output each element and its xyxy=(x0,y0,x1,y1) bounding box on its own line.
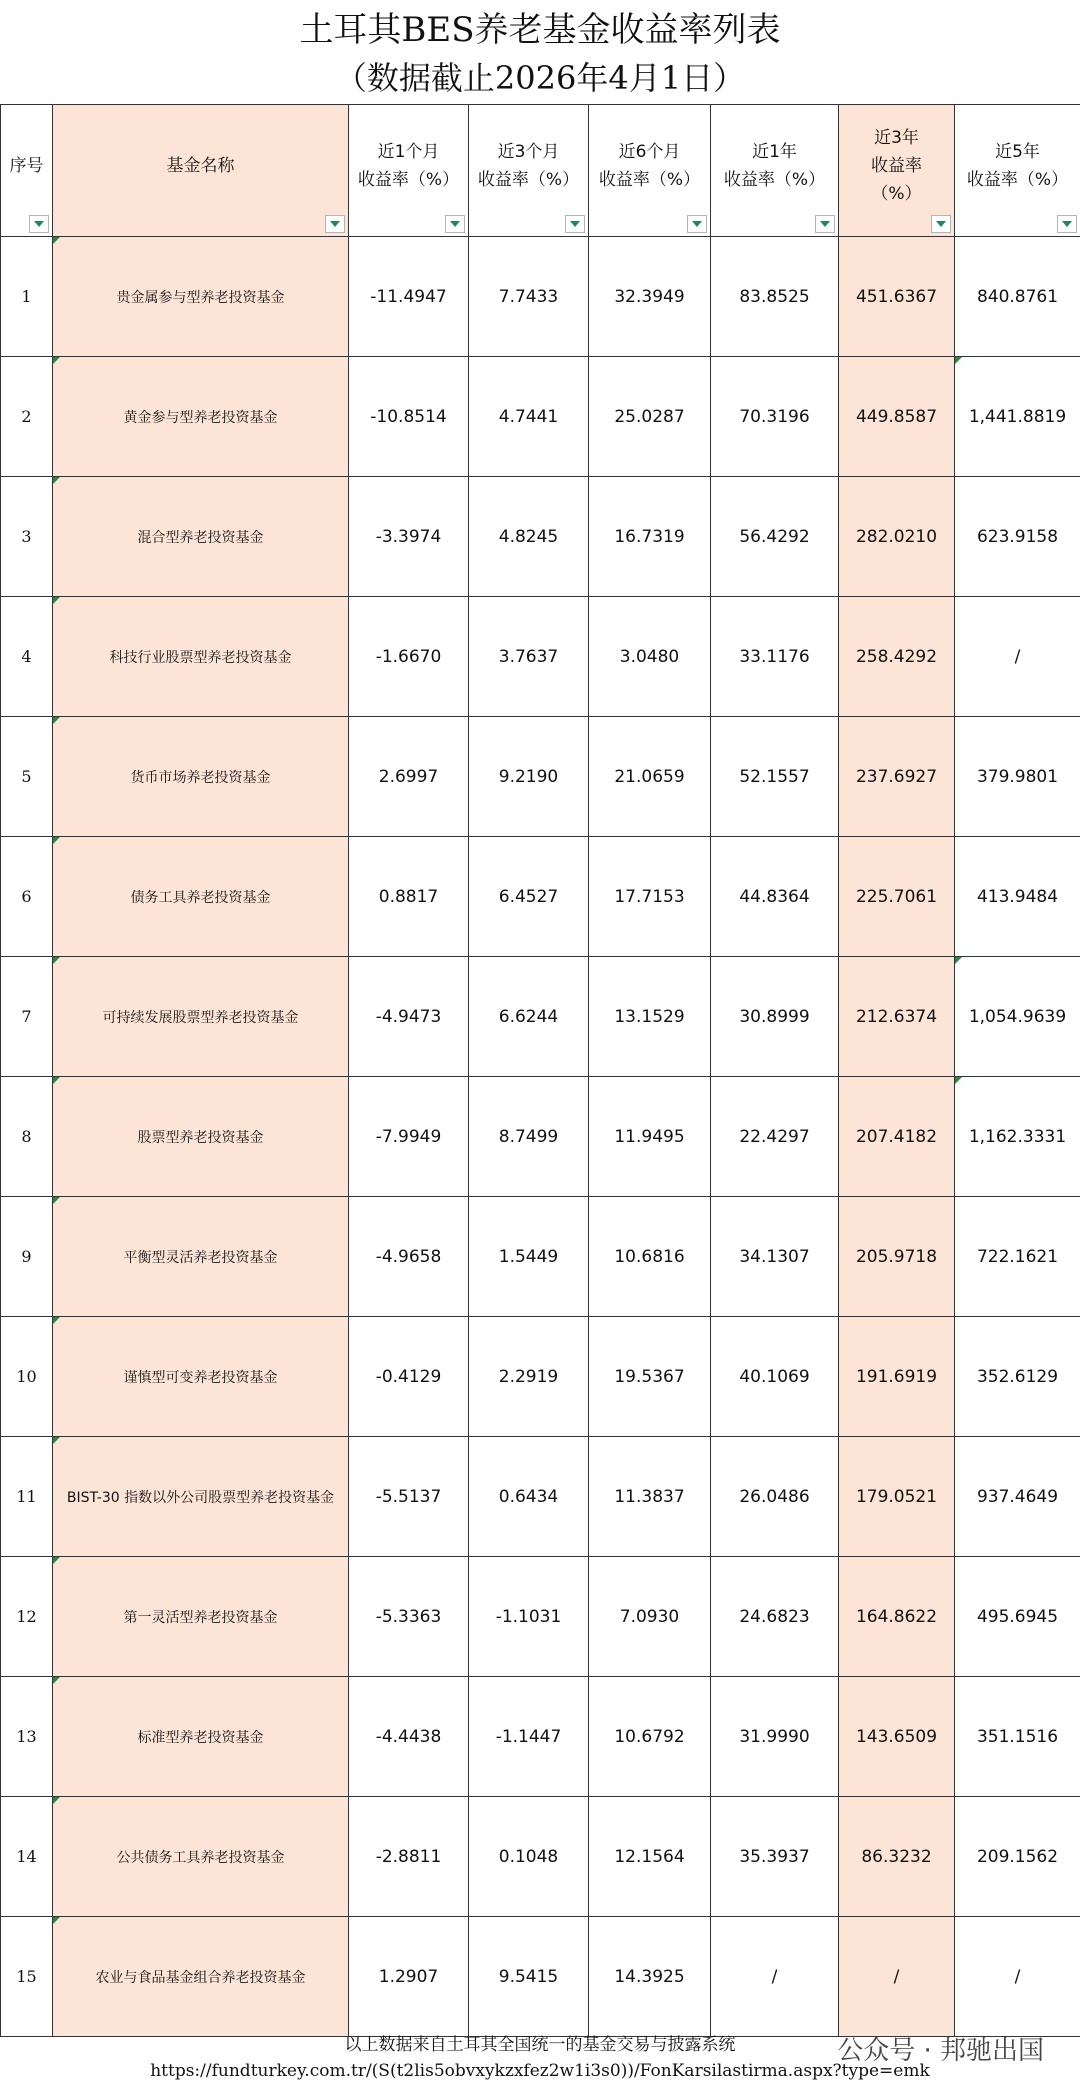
table-row xyxy=(1,1557,1080,1677)
cell-return-6m: 14.3925 xyxy=(589,1917,711,2037)
cell-return-1m: -2.8811 xyxy=(349,1797,469,1917)
cell-return-1m: -4.4438 xyxy=(349,1677,469,1797)
cell-return-1m: 2.6997 xyxy=(349,717,469,837)
cell-return-1y: 44.8364 xyxy=(711,837,839,957)
cell-seq: 10 xyxy=(1,1317,53,1437)
cell-comment-marker-icon xyxy=(53,477,60,484)
filter-dropdown-icon[interactable] xyxy=(815,215,835,233)
cell-seq: 14 xyxy=(1,1797,53,1917)
table-row xyxy=(1,1077,1080,1197)
table-row xyxy=(1,597,1080,717)
cell-return-6m: 12.1564 xyxy=(589,1797,711,1917)
cell-return-1y: / xyxy=(711,1917,839,2037)
filter-dropdown-icon[interactable] xyxy=(29,215,49,233)
cell-return-1m: 1.2907 xyxy=(349,1917,469,2037)
cell-seq: 6 xyxy=(1,837,53,957)
cell-return-6m: 17.7153 xyxy=(589,837,711,957)
cell-return-5y: / xyxy=(955,1917,1080,2037)
filter-dropdown-icon[interactable] xyxy=(931,215,951,233)
cell-return-1y: 30.8999 xyxy=(711,957,839,1077)
header-label: 近1年 收益率（%） xyxy=(723,141,826,190)
header-seq xyxy=(1,105,53,237)
table-row xyxy=(1,1917,1080,2037)
cell-seq: 2 xyxy=(1,357,53,477)
cell-seq: 4 xyxy=(1,597,53,717)
cell-return-5y: 1,441.8819 xyxy=(955,357,1080,477)
cell-fund-name: 贵金属参与型养老投资基金 xyxy=(53,237,349,357)
header-return-1m xyxy=(349,105,469,237)
table-row xyxy=(1,357,1080,477)
cell-return-1y: 26.0486 xyxy=(711,1437,839,1557)
cell-fund-name: BIST-30 指数以外公司股票型养老投资基金 xyxy=(53,1437,349,1557)
header-return-3y xyxy=(839,105,955,237)
header-return-6m xyxy=(589,105,711,237)
cell-return-1m: -11.4947 xyxy=(349,237,469,357)
cell-return-5y: 722.1621 xyxy=(955,1197,1080,1317)
cell-return-3m: 7.7433 xyxy=(469,237,589,357)
cell-fund-name: 可持续发展股票型养老投资基金 xyxy=(53,957,349,1077)
cell-fund-name: 股票型养老投资基金 xyxy=(53,1077,349,1197)
cell-fund-name: 谨慎型可变养老投资基金 xyxy=(53,1317,349,1437)
cell-return-3y: 451.6367 xyxy=(839,237,955,357)
cell-return-6m: 13.1529 xyxy=(589,957,711,1077)
cell-return-5y: 1,054.9639 xyxy=(955,957,1080,1077)
cell-return-5y: 840.8761 xyxy=(955,237,1080,357)
cell-seq: 7 xyxy=(1,957,53,1077)
cell-return-1m: -4.9658 xyxy=(349,1197,469,1317)
cell-fund-name: 第一灵活型养老投资基金 xyxy=(53,1557,349,1677)
cell-return-6m: 7.0930 xyxy=(589,1557,711,1677)
cell-seq: 9 xyxy=(1,1197,53,1317)
cell-seq: 15 xyxy=(1,1917,53,2037)
cell-return-3y: 258.4292 xyxy=(839,597,955,717)
table-row xyxy=(1,957,1080,1077)
filter-dropdown-icon[interactable] xyxy=(445,215,465,233)
cell-return-5y: 352.6129 xyxy=(955,1317,1080,1437)
cell-comment-marker-icon xyxy=(53,1557,60,1564)
cell-return-3y: 207.4182 xyxy=(839,1077,955,1197)
cell-return-1y: 40.1069 xyxy=(711,1317,839,1437)
fund-returns-table xyxy=(0,104,1080,2037)
cell-return-5y: 413.9484 xyxy=(955,837,1080,957)
cell-return-1m: -7.9949 xyxy=(349,1077,469,1197)
wechat-watermark: 公众号 · 邦驰出国 xyxy=(837,2036,1044,2066)
cell-return-5y: 937.4649 xyxy=(955,1437,1080,1557)
cell-seq: 1 xyxy=(1,237,53,357)
filter-dropdown-icon[interactable] xyxy=(687,215,707,233)
cell-return-1m: -5.3363 xyxy=(349,1557,469,1677)
cell-comment-marker-icon xyxy=(53,1197,60,1204)
cell-return-1y: 52.1557 xyxy=(711,717,839,837)
title-line-2: （数据截止2026年4月1日） xyxy=(334,59,746,97)
cell-return-5y: 209.1562 xyxy=(955,1797,1080,1917)
table-row xyxy=(1,1197,1080,1317)
cell-return-1y: 35.3937 xyxy=(711,1797,839,1917)
table-row xyxy=(1,1797,1080,1917)
cell-comment-marker-icon xyxy=(53,1677,60,1684)
cell-return-3y: 143.6509 xyxy=(839,1677,955,1797)
table-body xyxy=(1,237,1080,2037)
cell-return-1y: 22.4297 xyxy=(711,1077,839,1197)
table-row xyxy=(1,717,1080,837)
cell-comment-marker-icon xyxy=(53,717,60,724)
cell-comment-marker-icon xyxy=(53,237,60,244)
header-label: 近6个月 收益率（%） xyxy=(598,141,701,190)
table-row xyxy=(1,1437,1080,1557)
cell-return-5y: 1,162.3331 xyxy=(955,1077,1080,1197)
source-note: 以上数据来自土耳其全国统一的基金交易与披露系统 xyxy=(344,2035,736,2055)
cell-seq: 12 xyxy=(1,1557,53,1677)
cell-comment-marker-icon xyxy=(53,597,60,604)
cell-return-6m: 32.3949 xyxy=(589,237,711,357)
cell-return-6m: 10.6792 xyxy=(589,1677,711,1797)
filter-dropdown-icon[interactable] xyxy=(1057,215,1077,233)
table-row xyxy=(1,837,1080,957)
header-return-1y xyxy=(711,105,839,237)
cell-return-3m: 8.7499 xyxy=(469,1077,589,1197)
cell-return-5y: 495.6945 xyxy=(955,1557,1080,1677)
cell-return-1m: -3.3974 xyxy=(349,477,469,597)
cell-return-1m: -0.4129 xyxy=(349,1317,469,1437)
filter-dropdown-icon[interactable] xyxy=(325,215,345,233)
cell-comment-marker-icon xyxy=(53,357,60,364)
cell-comment-marker-icon xyxy=(53,957,60,964)
cell-fund-name: 农业与食品基金组合养老投资基金 xyxy=(53,1917,349,2037)
cell-fund-name: 债务工具养老投资基金 xyxy=(53,837,349,957)
cell-return-6m: 10.6816 xyxy=(589,1197,711,1317)
cell-return-1m: -1.6670 xyxy=(349,597,469,717)
table-header-row xyxy=(1,105,1080,237)
cell-return-1y: 31.9990 xyxy=(711,1677,839,1797)
cell-return-6m: 11.3837 xyxy=(589,1437,711,1557)
cell-return-1m: 0.8817 xyxy=(349,837,469,957)
cell-seq: 3 xyxy=(1,477,53,597)
cell-return-3y: 212.6374 xyxy=(839,957,955,1077)
document-title xyxy=(0,0,1080,104)
cell-return-1y: 56.4292 xyxy=(711,477,839,597)
cell-fund-name: 公共债务工具养老投资基金 xyxy=(53,1797,349,1917)
cell-return-3m: 2.2919 xyxy=(469,1317,589,1437)
header-label: 近1个月 收益率（%） xyxy=(357,141,460,190)
cell-return-1y: 70.3196 xyxy=(711,357,839,477)
cell-comment-marker-icon xyxy=(53,1917,60,1924)
cell-return-3m: 4.8245 xyxy=(469,477,589,597)
table-row xyxy=(1,1317,1080,1437)
cell-return-3y: 191.6919 xyxy=(839,1317,955,1437)
header-return-5y xyxy=(955,105,1080,237)
cell-return-3m: 9.2190 xyxy=(469,717,589,837)
cell-return-3y: 179.0521 xyxy=(839,1437,955,1557)
cell-return-5y: 623.9158 xyxy=(955,477,1080,597)
cell-return-6m: 11.9495 xyxy=(589,1077,711,1197)
table-row xyxy=(1,1677,1080,1797)
cell-return-1y: 34.1307 xyxy=(711,1197,839,1317)
header-label: 近3个月 收益率（%） xyxy=(477,141,580,190)
cell-seq: 5 xyxy=(1,717,53,837)
cell-return-5y: / xyxy=(955,597,1080,717)
cell-return-3y: 237.6927 xyxy=(839,717,955,837)
cell-return-3m: 6.4527 xyxy=(469,837,589,957)
header-label: 近3年 收益率 （%） xyxy=(871,127,922,204)
header-fund-name xyxy=(53,105,349,237)
cell-return-3y: 86.3232 xyxy=(839,1797,955,1917)
table-row xyxy=(1,237,1080,357)
cell-comment-marker-icon xyxy=(53,837,60,844)
cell-fund-name: 平衡型灵活养老投资基金 xyxy=(53,1197,349,1317)
cell-return-3m: 6.6244 xyxy=(469,957,589,1077)
cell-fund-name: 科技行业股票型养老投资基金 xyxy=(53,597,349,717)
cell-seq: 8 xyxy=(1,1077,53,1197)
cell-comment-marker-icon xyxy=(955,1077,962,1084)
source-url: https://fundturkey.com.tr/(S(t2lis5obvxykzxfez2w1i3s0))/FonKarsilastirma.aspx?type=emk xyxy=(150,2061,930,2081)
cell-comment-marker-icon xyxy=(53,1077,60,1084)
cell-comment-marker-icon xyxy=(53,1437,60,1444)
cell-comment-marker-icon xyxy=(53,1797,60,1804)
cell-return-3m: 1.5449 xyxy=(469,1197,589,1317)
cell-fund-name: 标准型养老投资基金 xyxy=(53,1677,349,1797)
cell-return-1m: -10.8514 xyxy=(349,357,469,477)
cell-return-3m: -1.1447 xyxy=(469,1677,589,1797)
cell-comment-marker-icon xyxy=(955,357,962,364)
cell-seq: 11 xyxy=(1,1437,53,1557)
cell-return-3y: 225.7061 xyxy=(839,837,955,957)
cell-return-1m: -4.9473 xyxy=(349,957,469,1077)
cell-return-6m: 21.0659 xyxy=(589,717,711,837)
header-return-3m xyxy=(469,105,589,237)
cell-return-3y: 205.9718 xyxy=(839,1197,955,1317)
cell-return-3m: 3.7637 xyxy=(469,597,589,717)
cell-return-5y: 351.1516 xyxy=(955,1677,1080,1797)
header-label: 近5年 收益率（%） xyxy=(966,141,1069,190)
cell-return-6m: 3.0480 xyxy=(589,597,711,717)
cell-return-3y: 282.0210 xyxy=(839,477,955,597)
cell-return-6m: 25.0287 xyxy=(589,357,711,477)
cell-return-3m: 0.6434 xyxy=(469,1437,589,1557)
title-line-1: 土耳其BES养老基金收益率列表 xyxy=(299,10,781,50)
cell-return-3y: 164.8622 xyxy=(839,1557,955,1677)
header-label: 基金名称 xyxy=(166,155,235,176)
cell-return-6m: 19.5367 xyxy=(589,1317,711,1437)
cell-fund-name: 混合型养老投资基金 xyxy=(53,477,349,597)
cell-return-1y: 24.6823 xyxy=(711,1557,839,1677)
cell-return-3y: 449.8587 xyxy=(839,357,955,477)
header-label: 序号 xyxy=(9,155,44,176)
cell-fund-name: 黄金参与型养老投资基金 xyxy=(53,357,349,477)
cell-return-1m: -5.5137 xyxy=(349,1437,469,1557)
cell-return-3m: 9.5415 xyxy=(469,1917,589,2037)
table-row xyxy=(1,477,1080,597)
cell-return-5y: 379.9801 xyxy=(955,717,1080,837)
cell-return-3m: 4.7441 xyxy=(469,357,589,477)
cell-return-1y: 33.1176 xyxy=(711,597,839,717)
cell-return-3y: / xyxy=(839,1917,955,2037)
cell-return-3m: -1.1031 xyxy=(469,1557,589,1677)
cell-comment-marker-icon xyxy=(53,1317,60,1324)
cell-return-3m: 0.1048 xyxy=(469,1797,589,1917)
cell-comment-marker-icon xyxy=(955,957,962,964)
filter-dropdown-icon[interactable] xyxy=(565,215,585,233)
cell-return-6m: 16.7319 xyxy=(589,477,711,597)
cell-seq: 13 xyxy=(1,1677,53,1797)
cell-return-1y: 83.8525 xyxy=(711,237,839,357)
cell-fund-name: 货币市场养老投资基金 xyxy=(53,717,349,837)
